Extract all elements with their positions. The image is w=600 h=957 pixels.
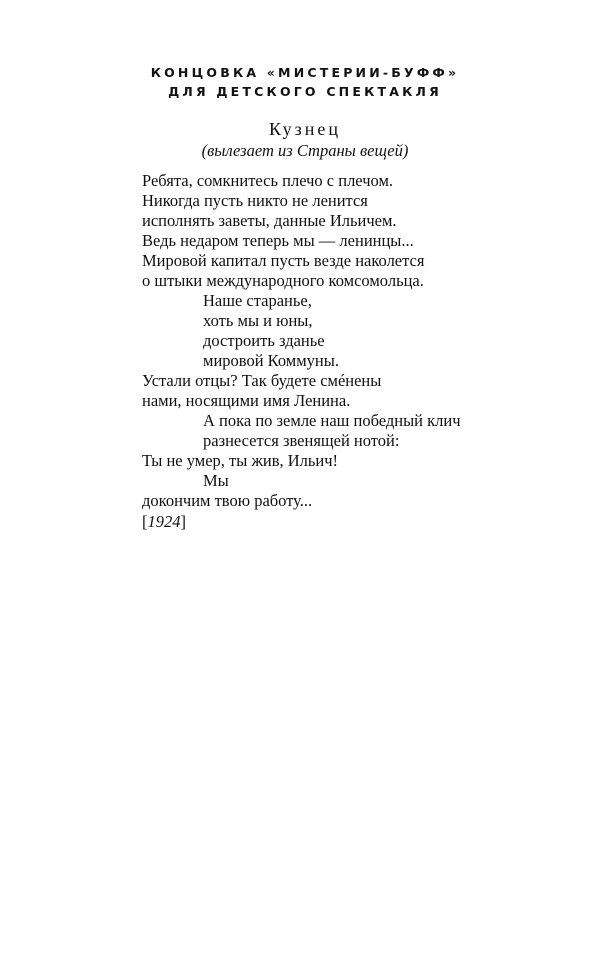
- poem-line: Наше старанье,: [203, 291, 312, 310]
- poem-line: о штыки международного комсомольца.: [142, 271, 424, 290]
- poem-line: Никогда пусть никто не ленится: [142, 191, 368, 210]
- stage-direction: (вылезает из Страны вещей): [201, 141, 409, 160]
- heading-line-1: КОНЦОВКА «МИСТЕРИИ-БУФФ»: [150, 65, 460, 80]
- poem-line: Ведь недаром теперь мы — ленинцы...: [142, 231, 414, 250]
- poem-line: мировой Коммуны.: [203, 351, 339, 370]
- poem-line: Мы: [203, 471, 229, 490]
- poem-line: исполнять заветы, данные Ильичем.: [142, 211, 397, 230]
- date-bracket-close: ]: [180, 512, 186, 531]
- speaker-name: Кузнец: [268, 119, 342, 139]
- poem-line: достроить зданье: [203, 331, 325, 350]
- date-bracket-open: [: [142, 512, 148, 531]
- poem-line: докончим твою работу...: [142, 491, 313, 510]
- poem-line: А пока по земле наш победный клич: [203, 411, 461, 430]
- date-year: 1924: [147, 512, 181, 531]
- poem-line: нами, носящими имя Ленина.: [142, 391, 351, 410]
- poem-line: хоть мы и юны,: [203, 311, 313, 330]
- poem-line: Устали отцы? Так будете смéнены: [142, 371, 382, 390]
- poem-line: Ребята, сомкнитесь плечо с плечом.: [142, 171, 394, 190]
- poem-line: Ты не умер, ты жив, Ильич!: [142, 451, 339, 470]
- heading-line-2: ДЛЯ ДЕТСКОГО СПЕКТАКЛЯ: [168, 84, 442, 99]
- date-stamp: [142, 512, 186, 532]
- poem-line: Мировой капитал пусть везде наколется: [142, 251, 425, 270]
- poem-line: разнесется звенящей нотой:: [203, 431, 400, 450]
